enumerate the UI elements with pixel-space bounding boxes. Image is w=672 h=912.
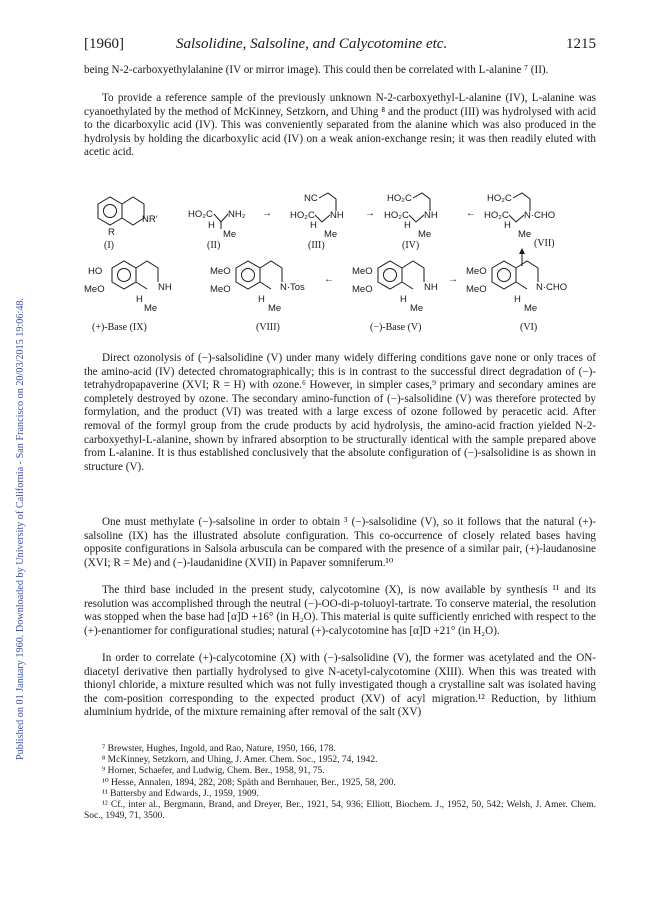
reaction-scheme xyxy=(84,184,596,344)
atom-me-VIII: Me xyxy=(268,303,282,314)
atom-h-IV: H xyxy=(404,220,411,231)
atom-r-I: R xyxy=(108,227,115,238)
paragraph-2: To provide a reference sample of the previously unknown N-2-carboxyethyl-L-alanine (IV), L-alanine was cyanoethylated by the method of McKinney, Setzkorn, and Uhing ⁸ and the product (III) was hydrolysed with acid to the dicarboxylic acid (IV). This was conveniently separated from the alanine which was also produced in the hydrolysis by holding the dicarboxylic acid (IV) on a weak anion-exchange resin; it was then readily eluted with acetic acid. xyxy=(84,92,596,159)
atom-meo-VIII: MeO xyxy=(210,284,231,295)
label-VIII: (VIII) xyxy=(256,322,280,333)
atom-me-VII: Me xyxy=(518,229,532,240)
atom-ho2c-II: HO₂C xyxy=(188,209,213,220)
atom-meo-top-VI: MeO xyxy=(466,266,487,277)
label-VI: (VI) xyxy=(520,322,538,333)
structure-VII xyxy=(484,193,555,249)
atom-nh-IV: NH xyxy=(424,210,438,221)
footnote-10: ¹⁰ Hesse, Annalen, 1894, 282, 208; Späth and Bernhauer, Ber., 1925, 58, 200. xyxy=(102,777,396,788)
label-I: (I) xyxy=(104,240,114,251)
atom-meo-V: MeO xyxy=(352,284,373,295)
atom-nh-V: NH xyxy=(424,282,438,293)
download-watermark-text: Published on 01 January 1960. Downloaded by University of California - San Francisco on 20/03/2015 19:06:48. xyxy=(15,297,26,760)
label-IX: (+)-Base (IX) xyxy=(92,322,147,333)
atom-me-II: Me xyxy=(223,229,237,240)
paragraph-1: being N-2-carboxyethylalanine (IV or mirror image). This could then be correlated with L-alanine ⁷ (II). xyxy=(84,64,549,76)
structure-IV xyxy=(384,193,438,251)
atom-meo-top-VIII: MeO xyxy=(210,266,231,277)
atom-me-V: Me xyxy=(410,303,424,314)
structure-III xyxy=(290,193,344,251)
header-title: Salsolidine, Salsoline, and Calycotomine etc. xyxy=(176,36,448,52)
atom-h-II: H xyxy=(208,220,215,231)
atom-h-V: H xyxy=(400,294,407,305)
atom-ho2c-IV: HO₂C xyxy=(384,210,409,221)
label-III: (III) xyxy=(308,240,325,251)
arrow-III-IV: → xyxy=(365,208,375,219)
footnote-8: ⁸ McKinney, Setzkorn, and Uhing, J. Amer. Chem. Soc., 1952, 74, 1942. xyxy=(102,755,378,766)
atom-ho2c-VII: HO₂C xyxy=(484,210,509,221)
footnotes xyxy=(84,744,596,822)
atom-me-IV: Me xyxy=(418,229,432,240)
atom-me-VI: Me xyxy=(524,303,538,314)
atom-ho2c-III: HO₂C xyxy=(290,210,315,221)
footnote-11: ¹¹ Battersby and Edwards, J., 1959, 1909. xyxy=(102,788,259,799)
atom-meo-top-V: MeO xyxy=(352,266,373,277)
paragraph-4: One must methylate (−)-salsoline in order to obtain ³ (−)-salsolidine (V), so it follows that the natural (+)-salsoline (IX) has the illustrated absolute configuration. This co-occurrence of closely related bases having opposite configurations in Salsola arbuscula can be compared with the presence of a similar pair, (+)-laudanosine (XVI; R = Me) and (−)-laudanidine (XVII) in Papaver somniferum.¹⁰ xyxy=(84,516,596,569)
label-V: (−)-Base (V) xyxy=(370,322,422,333)
paragraph-3: Direct ozonolysis of (−)-salsolidine (V) under many widely differing conditions gave none or only traces of the amino-acid (IV) detected chromatographically; this is in contrast to the successful direct degradation of (−)-tetrahydropapaverine (XVI; R = H) with ozone.⁶ However, in simpler cases,⁹ primary and secondary amines are completely destroyed by ozone. The secondary amino-function of (−)-salsolidine (V) was therefore protected by formylation, and the product (VI) was treated with a large excess of ozone followed by peracetic acid. After removal of the formyl group from the crude products by acid hydrolysis, the amino-acid fraction yielded N-2-carboxyethyl-L-alanine, shown by infrared absorption to be structurally identical with the sample prepared above from L-alanine. It is thus established conclusively that the absolute configuration of (−)-salsolidine is as shown in structure (V). xyxy=(84,352,596,473)
atom-ho2c-top-VII: HO₂C xyxy=(487,193,512,204)
atom-meo-IX: MeO xyxy=(84,284,105,295)
footnote-7: ⁷ Brewster, Hughes, Ingold, and Rao, Nature, 1950, 166, 178. xyxy=(102,744,336,754)
arrow-II-III: → xyxy=(262,208,272,219)
atom-nc-III: NC xyxy=(304,193,318,204)
atom-ho2c-top-IV: HO₂C xyxy=(387,193,412,204)
atom-ntos-VIII: N·Tos xyxy=(280,282,305,293)
arrow-V-VI: → xyxy=(448,274,458,285)
atom-nh-III: NH xyxy=(330,210,344,221)
atom-ncho-VII: N·CHO xyxy=(524,210,556,221)
header-year: [1960] xyxy=(84,36,124,52)
arrow-V-VIII: ← xyxy=(324,274,334,285)
atom-nr: NR′ xyxy=(142,214,158,225)
label-VII: (VII) xyxy=(534,238,555,249)
label-II: (II) xyxy=(207,240,221,251)
atom-nh2-II: NH₂ xyxy=(228,209,246,220)
download-watermark xyxy=(4,60,26,760)
structure-I xyxy=(98,197,158,251)
atom-h-VI: H xyxy=(514,294,521,305)
label-IV: (IV) xyxy=(402,240,420,251)
atom-ncho-VI: N·CHO xyxy=(536,282,568,293)
atom-meo-VI: MeO xyxy=(466,284,487,295)
atom-nh-IX: NH xyxy=(158,282,172,293)
footnote-12: ¹² Cf., inter al., Bergmann, Brand, and Dreyer, Ber., 1921, 54, 936; Elliott, Biochem. J., 1952, 50, 542; Welsh, J. Amer. Chem. Soc., 1949, 71, 3500. xyxy=(84,800,596,822)
structure-II xyxy=(188,209,246,251)
footnote-9: ⁹ Horner, Schaefer, and Ludwig, Chem. Ber., 1958, 91, 75. xyxy=(102,766,325,777)
structure-V xyxy=(352,261,438,333)
running-header xyxy=(84,36,596,54)
structure-VI xyxy=(466,261,567,333)
atom-me-III: Me xyxy=(324,229,338,240)
atom-ho-IX: HO xyxy=(88,266,103,277)
atom-h-III: H xyxy=(310,220,317,231)
structure-IX xyxy=(84,261,172,333)
structure-VIII xyxy=(210,261,305,333)
page-number: 1215 xyxy=(566,36,596,52)
atom-h-VIII: H xyxy=(258,294,265,305)
paragraph-5: The third base included in the present study, calycotomine (X), is now available by synthesis ¹¹ and its resolution was accomplished through the neutral (−)-OO-di-p-toluoyl-tartrate. To conserve material, the resolution was stopped when the base had [α]D +16° (in H₂O). This material is quite sufficiently enriched with respect to the (+)-enantiomer for configurational studies; natural (+)-calycotomine has [α]D +21° (in H₂O). xyxy=(84,584,596,637)
atom-h-VII: H xyxy=(504,220,511,231)
atom-h-IX: H xyxy=(136,294,143,305)
arrow-VII-IV: ← xyxy=(466,208,476,219)
atom-me-IX: Me xyxy=(144,303,158,314)
paragraph-6: In order to correlate (+)-calycotomine (X) with (−)-salsolidine (V), the former was acetylated and the ON-diacetyl derivative then partially hydrolysed to give N-acetyl-calycotomine (XIII). When this was treated with thionyl chloride, a mixture resulted which was not fully investigated though a crystalline salt was isolated having the com-position corresponding to the expected product (XV) of acyl migration.¹² Reduction, by lithium aluminium hydride, of the mixture remaining after removal of the salt (XV) xyxy=(84,652,596,719)
